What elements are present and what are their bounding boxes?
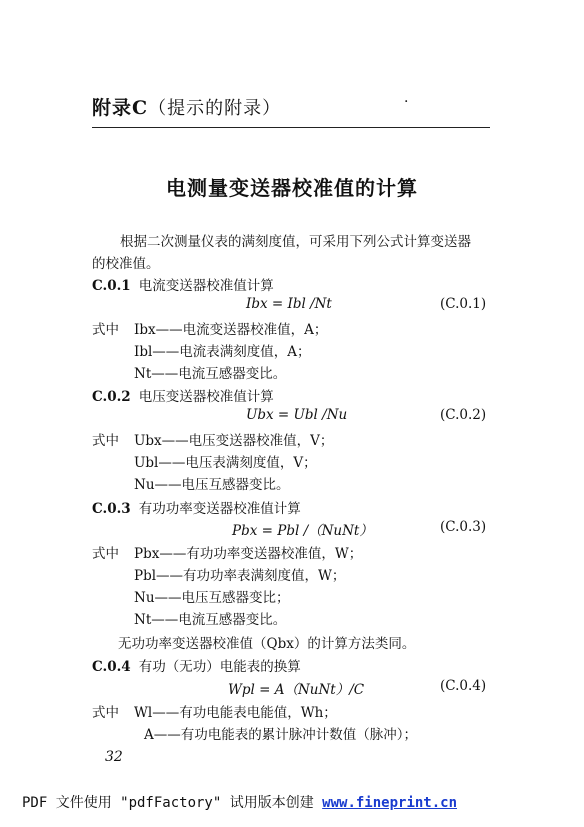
equation: Ibx = Ibl /Nt <box>246 296 332 312</box>
section-number: C.0.2 <box>92 389 131 405</box>
section-number: C.0.3 <box>92 501 131 517</box>
section-number: C.0.4 <box>92 659 131 675</box>
definition: Ibl——电流表满刻度值，A； <box>134 344 311 360</box>
appendix-heading <box>92 93 281 120</box>
page-number: 32 <box>105 749 123 765</box>
definition: Wl——有功电能表电能值，Wh； <box>134 705 337 721</box>
definition-prefix: 式中 <box>92 433 119 449</box>
definition: A——有功电能表的累计脉冲计数值（脉冲）； <box>144 727 417 743</box>
equation-number: (C.0.1) <box>440 296 487 312</box>
header-rule <box>92 127 490 128</box>
definition-prefix: 式中 <box>92 322 119 338</box>
section-title: 电压变送器校准值计算 <box>138 389 274 405</box>
definition-prefix: 式中 <box>92 705 119 721</box>
equation-number: (C.0.3) <box>440 519 487 535</box>
definition: Ubl——电压表满刻度值，V； <box>134 455 317 471</box>
note: 无功功率变送器校准值（Qbx）的计算方法类同。 <box>118 636 416 652</box>
section-heading <box>92 274 274 294</box>
section-title: 电流变送器校准值计算 <box>138 278 274 294</box>
equation: Ubx = Ubl /Nu <box>246 407 348 423</box>
definition-prefix: 式中 <box>92 546 119 562</box>
definition: Nu——电压互感器变比； <box>134 590 290 606</box>
definition: Pbl——有功功率表满刻度值，W； <box>134 568 346 584</box>
appendix-label: 附录C <box>92 97 149 119</box>
section-heading <box>92 655 301 675</box>
section-title: 有功功率变送器校准值计算 <box>138 501 301 517</box>
footer-text: PDF 文件使用 "pdfFactory" 试用版本创建 <box>22 795 323 811</box>
definition: Ubx——电压变送器校准值，V； <box>134 433 334 449</box>
section-number: C.0.1 <box>92 278 131 294</box>
page-title: 电测量变送器校准值的计算 <box>166 176 418 200</box>
equation-number: (C.0.4) <box>440 678 487 694</box>
pdf-footer <box>22 792 457 812</box>
section-heading <box>92 497 301 517</box>
equation: Pbx = Pbl /（NuNt） <box>232 523 373 539</box>
section-title: 有功（无功）电能表的换算 <box>138 659 301 675</box>
definition: Ibx——电流变送器校准值，A； <box>134 322 328 338</box>
header-dot: · <box>404 94 409 110</box>
equation-number: (C.0.2) <box>440 407 487 423</box>
section-heading <box>92 385 274 405</box>
intro-line-2: 的校准值。 <box>92 256 160 272</box>
definition: Pbx——有功功率变送器校准值，W； <box>134 546 363 562</box>
equation: Wpl = A（NuNt）/C <box>228 682 365 698</box>
appendix-note: （提示的附录） <box>148 98 282 119</box>
definition: Nt——电流互感器变比。 <box>134 612 287 628</box>
definition: Nu——电压互感器变比。 <box>134 477 290 493</box>
intro-line-1: 根据二次测量仪表的满刻度值，可采用下列公式计算变送器 <box>120 234 471 250</box>
definition: Nt——电流互感器变比。 <box>134 366 287 382</box>
footer-link[interactable]: www.fineprint.cn <box>322 795 458 811</box>
